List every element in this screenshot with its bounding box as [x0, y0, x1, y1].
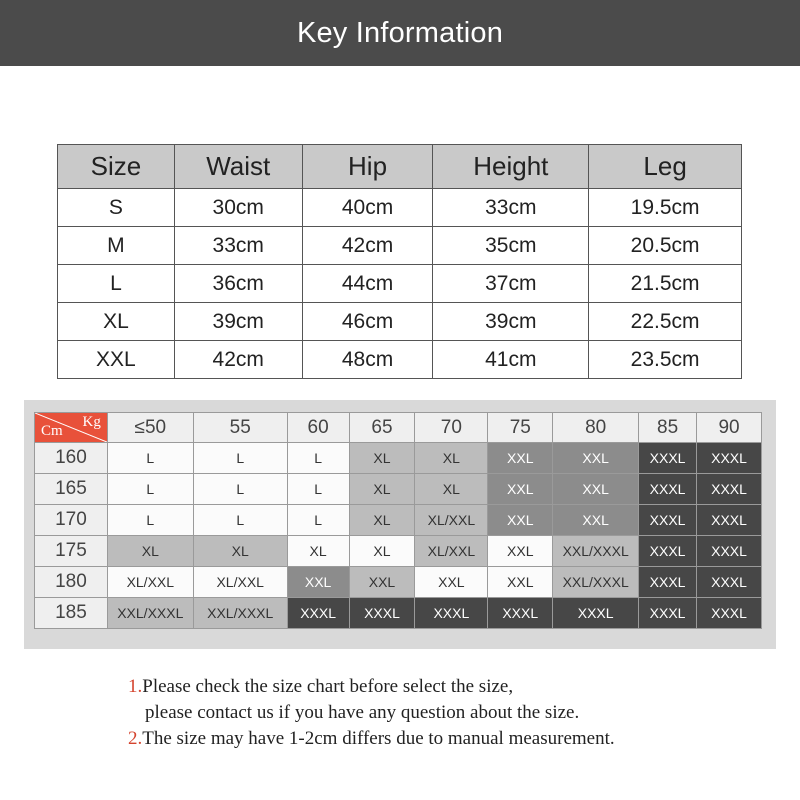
- height-label-cell: 160: [35, 443, 108, 474]
- size-recommendation-cell: XXXL: [639, 474, 697, 505]
- size-row: [58, 189, 742, 227]
- weight-header-cell: 85: [639, 413, 697, 443]
- size-cell: 20.5cm: [589, 227, 742, 265]
- size-recommendation-cell: XXXL: [697, 505, 762, 536]
- size-recommendation-cell: L: [107, 443, 193, 474]
- size-cell: 33cm: [433, 189, 589, 227]
- weight-header-cell: 55: [193, 413, 287, 443]
- height-row: [35, 598, 762, 629]
- size-cell: 44cm: [302, 265, 433, 303]
- size-cell: XXL: [58, 341, 175, 379]
- size-recommendation-cell: XXL: [488, 474, 553, 505]
- size-recommendation-cell: XXL: [415, 567, 488, 598]
- column-header-waist: Waist: [174, 145, 302, 189]
- size-row: [58, 265, 742, 303]
- size-row: [58, 227, 742, 265]
- height-row: [35, 536, 762, 567]
- size-recommendation-cell: L: [107, 474, 193, 505]
- size-recommendation-cell: XXXL: [697, 443, 762, 474]
- size-recommendation-cell: XXXL: [697, 598, 762, 629]
- size-recommendation-cell: XXXL: [697, 474, 762, 505]
- size-recommendation-cell: XXXL: [639, 443, 697, 474]
- size-recommendation-cell: XL: [415, 443, 488, 474]
- kg-unit-label: Kg: [82, 414, 101, 430]
- size-recommendation-cell: XXL/XXXL: [193, 598, 287, 629]
- size-recommendation-cell: L: [193, 443, 287, 474]
- size-recommendation-cell: XXXL: [415, 598, 488, 629]
- size-recommendation-cell: XL: [287, 536, 349, 567]
- size-table-header-row: [58, 145, 742, 189]
- size-recommendation-cell: XL/XXL: [193, 567, 287, 598]
- size-cell: S: [58, 189, 175, 227]
- note-1-continuation: please contact us if you have any question about the size.: [145, 702, 580, 723]
- weight-header-cell: 90: [697, 413, 762, 443]
- size-cell: 30cm: [174, 189, 302, 227]
- size-recommendation-cell: XXL: [287, 567, 349, 598]
- size-cell: 33cm: [174, 227, 302, 265]
- size-cell: L: [58, 265, 175, 303]
- size-recommendation-cell: XXL: [553, 443, 639, 474]
- size-cell: 22.5cm: [589, 303, 742, 341]
- column-header-hip: Hip: [302, 145, 433, 189]
- size-recommendation-cell: XL: [349, 443, 415, 474]
- size-recommendation-cell: XXL/XXXL: [107, 598, 193, 629]
- size-recommendation-cell: XL: [349, 474, 415, 505]
- size-recommendation-cell: XXXL: [639, 598, 697, 629]
- size-recommendation-cell: XXL: [488, 505, 553, 536]
- size-cell: 39cm: [174, 303, 302, 341]
- height-row: [35, 474, 762, 505]
- size-recommendation-cell: XXL: [488, 536, 553, 567]
- height-label-cell: 165: [35, 474, 108, 505]
- size-recommendation-cell: L: [287, 443, 349, 474]
- weight-header-cell: 70: [415, 413, 488, 443]
- size-recommendation-cell: XL: [107, 536, 193, 567]
- size-recommendation-cell: XL/XXL: [415, 536, 488, 567]
- size-recommendation-cell: XL: [349, 505, 415, 536]
- page-title: Key Information: [296, 16, 504, 49]
- size-recommendation-cell: XXXL: [287, 598, 349, 629]
- size-recommendation-cell: XL: [349, 536, 415, 567]
- weight-header-cell: 80: [553, 413, 639, 443]
- unit-corner-cell: [35, 413, 108, 443]
- height-label-cell: 175: [35, 536, 108, 567]
- height-label-cell: 180: [35, 567, 108, 598]
- height-label-cell: 170: [35, 505, 108, 536]
- size-cell: 46cm: [302, 303, 433, 341]
- size-cell: 48cm: [302, 341, 433, 379]
- size-cell: 36cm: [174, 265, 302, 303]
- size-recommendation-cell: L: [287, 474, 349, 505]
- size-recommendation-cell: XXL/XXXL: [553, 567, 639, 598]
- size-recommendation-cell: XXL/XXXL: [553, 536, 639, 567]
- weight-header-cell: ≤50: [107, 413, 193, 443]
- size-cell: XL: [58, 303, 175, 341]
- size-recommendation-cell: XXXL: [349, 598, 415, 629]
- height-row: [35, 567, 762, 598]
- column-header-leg: Leg: [589, 145, 742, 189]
- column-header-height: Height: [433, 145, 589, 189]
- size-recommendation-cell: XXL: [553, 474, 639, 505]
- size-recommendation-cell: XXXL: [553, 598, 639, 629]
- note-1: 1.Please check the size chart before select the size,: [128, 676, 514, 697]
- size-cell: 39cm: [433, 303, 589, 341]
- column-header-size: Size: [58, 145, 175, 189]
- weight-height-chart: [34, 412, 762, 629]
- size-recommendation-cell: XXXL: [697, 567, 762, 598]
- size-recommendation-cell: L: [193, 474, 287, 505]
- size-cell: 40cm: [302, 189, 433, 227]
- size-cell: 42cm: [302, 227, 433, 265]
- size-recommendation-cell: XXXL: [639, 567, 697, 598]
- note-2: 2.The size may have 1-2cm differs due to manual measurement.: [128, 728, 615, 749]
- size-recommendation-cell: XL/XXL: [415, 505, 488, 536]
- weight-header-cell: 75: [488, 413, 553, 443]
- size-recommendation-cell: XL/XXL: [107, 567, 193, 598]
- weight-header-cell: 60: [287, 413, 349, 443]
- notes: [128, 674, 615, 752]
- header-bar: [0, 0, 800, 66]
- size-recommendation-cell: XL: [415, 474, 488, 505]
- size-recommendation-cell: L: [193, 505, 287, 536]
- size-cell: 41cm: [433, 341, 589, 379]
- size-cell: 37cm: [433, 265, 589, 303]
- size-recommendation-cell: XXXL: [697, 536, 762, 567]
- size-recommendation-cell: XXL: [488, 443, 553, 474]
- size-recommendation-cell: XXL: [349, 567, 415, 598]
- size-recommendation-cell: XXXL: [488, 598, 553, 629]
- height-label-cell: 185: [35, 598, 108, 629]
- size-recommendation-cell: XXL: [488, 567, 553, 598]
- size-recommendation-cell: XXL: [553, 505, 639, 536]
- weight-header-cell: 65: [349, 413, 415, 443]
- size-row: [58, 341, 742, 379]
- size-cell: 19.5cm: [589, 189, 742, 227]
- size-recommendation-cell: XL: [193, 536, 287, 567]
- size-cell: 23.5cm: [589, 341, 742, 379]
- height-row: [35, 505, 762, 536]
- size-cell: M: [58, 227, 175, 265]
- size-table: [57, 144, 742, 379]
- size-recommendation-cell: XXXL: [639, 536, 697, 567]
- height-row: [35, 443, 762, 474]
- size-cell: 42cm: [174, 341, 302, 379]
- weight-header-row: [35, 413, 762, 443]
- size-row: [58, 303, 742, 341]
- size-cell: 35cm: [433, 227, 589, 265]
- size-recommendation-cell: L: [107, 505, 193, 536]
- size-recommendation-cell: XXXL: [639, 505, 697, 536]
- size-recommendation-cell: L: [287, 505, 349, 536]
- size-cell: 21.5cm: [589, 265, 742, 303]
- cm-unit-label: Cm: [41, 423, 63, 439]
